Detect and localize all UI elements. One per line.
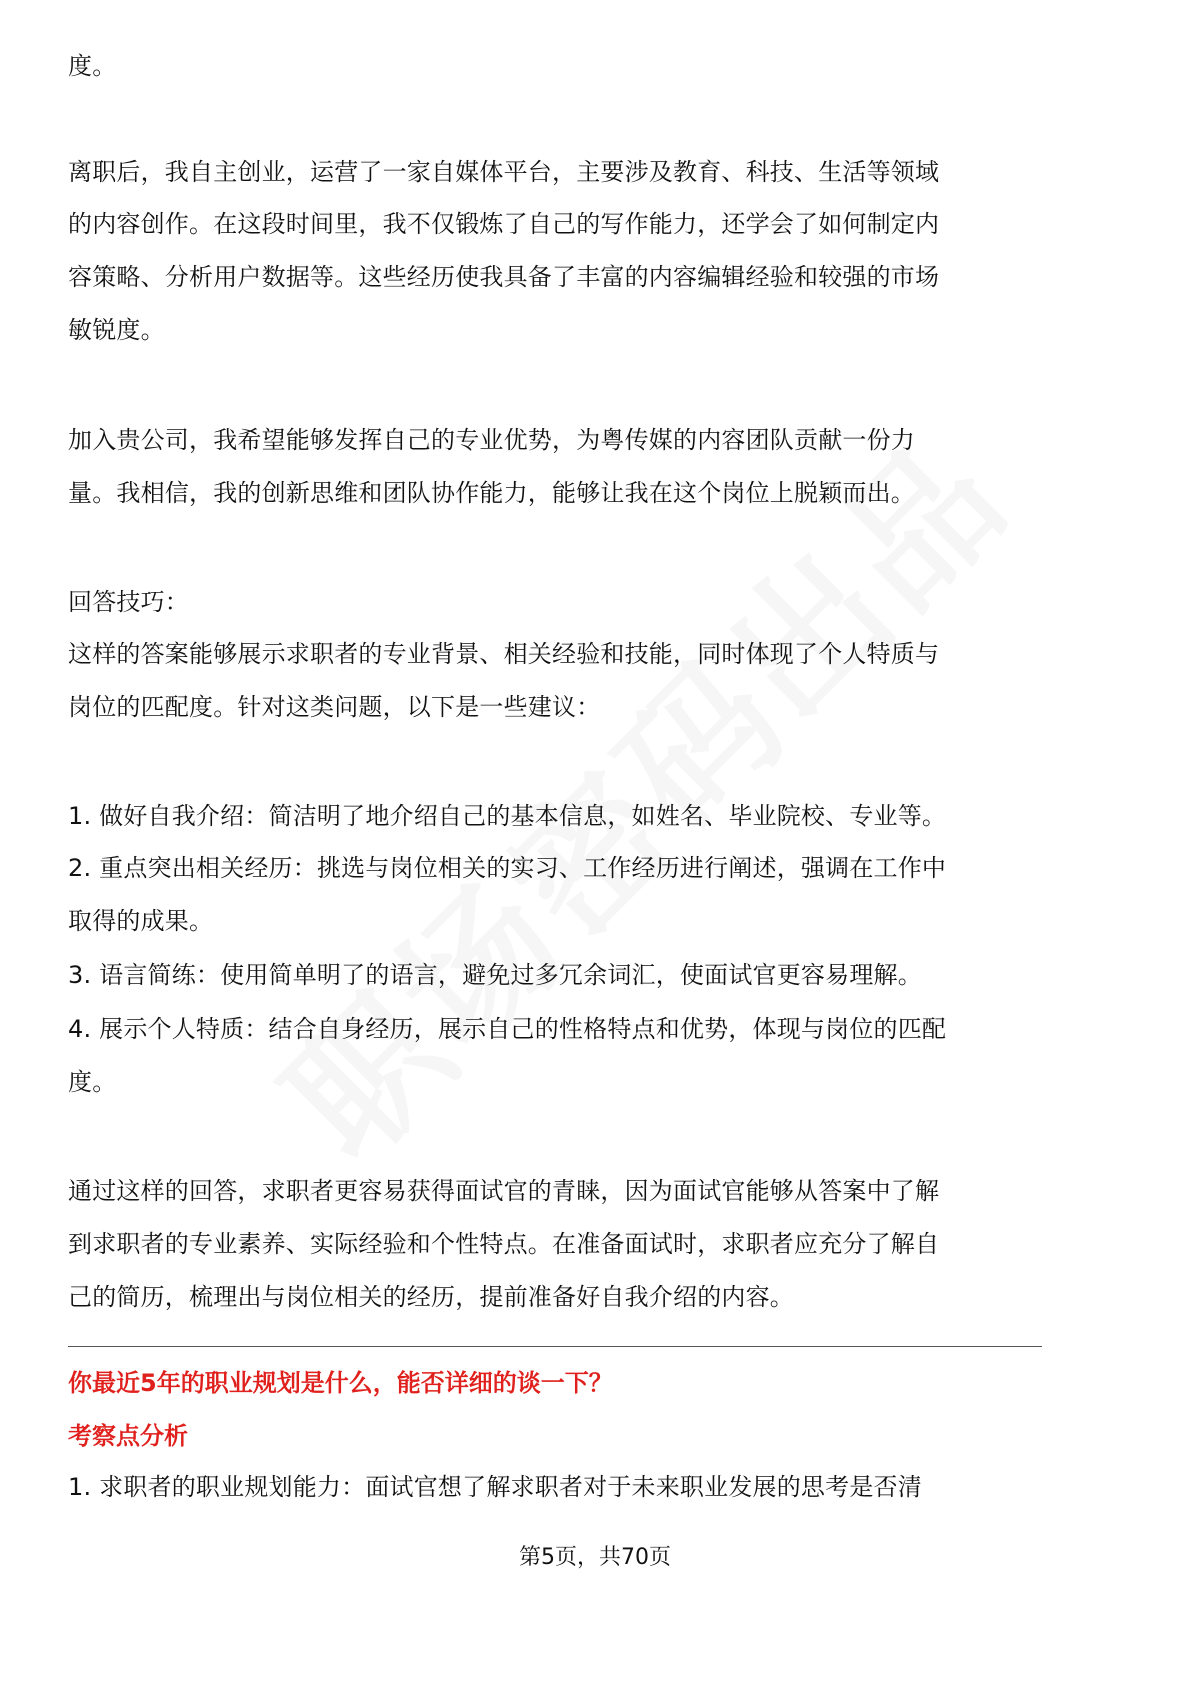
paragraph-line: 量。我相信，我的创新思维和团队协作能力，能够让我在这个岗位上脱颖而出。 xyxy=(68,479,915,507)
page-footer: 第5页，共70页 xyxy=(519,1545,671,1570)
paragraph-line: 敏锐度。 xyxy=(68,316,165,344)
paragraph-line: 的内容创作。在这段时间里，我不仅锻炼了自己的写作能力，还学会了如何制定内 xyxy=(68,210,940,238)
paragraph-line: 度。 xyxy=(68,52,117,80)
watermark xyxy=(261,412,1036,1187)
list-item-continuation: 度。 xyxy=(68,1068,117,1096)
tips-label: 回答技巧： xyxy=(68,588,189,616)
list-item-continuation: 取得的成果。 xyxy=(68,907,214,935)
list-item: 3. 语言简练：使用简单明了的语言，避免过多冗余词汇，使面试官更容易理解。 xyxy=(68,961,922,989)
paragraph-line: 岗位的匹配度。针对这类问题，以下是一些建议： xyxy=(68,693,601,721)
section-divider xyxy=(68,1346,1042,1347)
analysis-heading: 考察点分析 xyxy=(68,1422,188,1450)
paragraph-line: 离职后，我自主创业，运营了一家自媒体平台，主要涉及教育、科技、生活等领域 xyxy=(68,158,940,186)
paragraph-line: 这样的答案能够展示求职者的专业背景、相关经验和技能，同时体现了个人特质与 xyxy=(68,640,940,668)
paragraph-line: 通过这样的回答，求职者更容易获得面试官的青睐，因为面试官能够从答案中了解 xyxy=(68,1177,940,1205)
list-item: 4. 展示个人特质：结合自身经历，展示自己的性格特点和优势，体现与岗位的匹配 xyxy=(68,1015,947,1043)
paragraph-line: 加入贵公司，我希望能够发挥自己的专业优势，为粤传媒的内容团队贡献一份力 xyxy=(68,426,915,454)
list-item: 2. 重点突出相关经历：挑选与岗位相关的实习、工作经历进行阐述，强调在工作中 xyxy=(68,854,947,882)
paragraph-line: 己的简历，梳理出与岗位相关的经历，提前准备好自我介绍的内容。 xyxy=(68,1283,794,1311)
list-item: 1. 做好自我介绍：简洁明了地介绍自己的基本信息，如姓名、毕业院校、专业等。 xyxy=(68,802,947,830)
paragraph-line: 到求职者的专业素养、实际经验和个性特点。在准备面试时，求职者应充分了解自 xyxy=(68,1230,940,1258)
list-item: 1. 求职者的职业规划能力：面试官想了解求职者对于未来职业发展的思考是否清 xyxy=(68,1473,922,1501)
paragraph-line: 容策略、分析用户数据等。这些经历使我具备了丰富的内容编辑经验和较强的市场 xyxy=(68,263,940,291)
question-heading: 你最近5年的职业规划是什么，能否详细的谈一下？ xyxy=(68,1369,613,1397)
